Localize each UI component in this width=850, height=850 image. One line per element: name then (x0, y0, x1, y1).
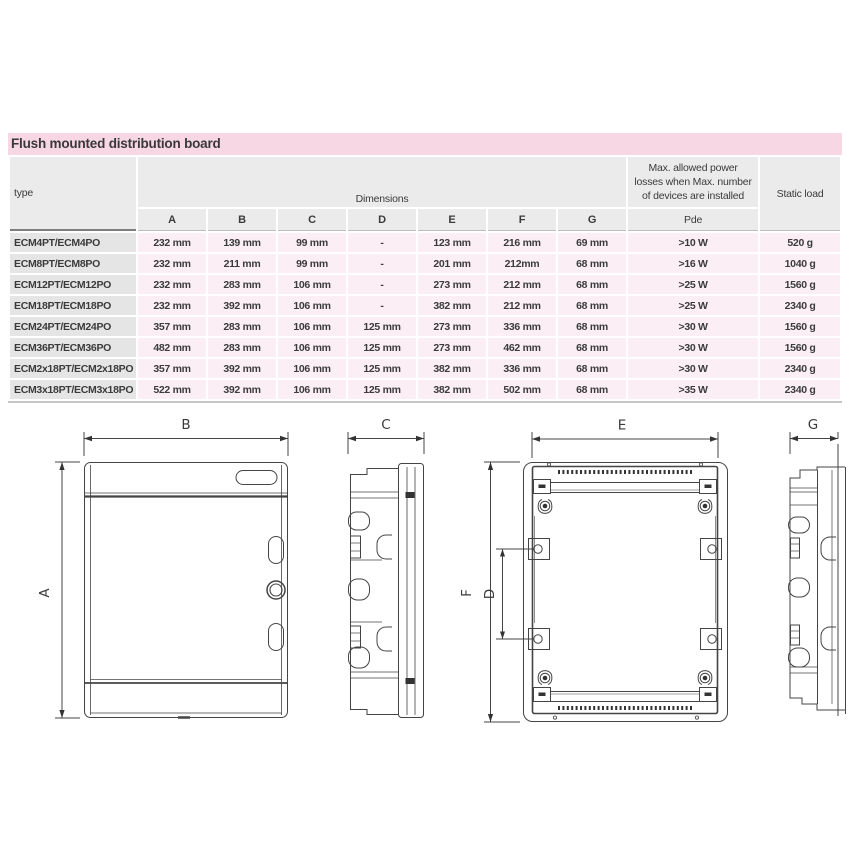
dim-g-cell: 68 mm (558, 254, 626, 273)
col-header-c: C (278, 209, 346, 231)
pde-cell: >25 W (628, 275, 758, 294)
dim-a-cell: 232 mm (138, 254, 206, 273)
dim-g-cell: 68 mm (558, 317, 626, 336)
dim-g-cell: 68 mm (558, 380, 626, 399)
dim-label-a: A (37, 588, 53, 598)
static-load-cell: 2340 g (760, 359, 840, 378)
rear-view-drawing (459, 418, 728, 723)
dim-label-g: G (807, 417, 819, 433)
dim-d-cell: 125 mm (348, 317, 416, 336)
static-load-cell: 1560 g (760, 338, 840, 357)
dim-g-cell: 68 mm (558, 359, 626, 378)
static-load-cell: 1040 g (760, 254, 840, 273)
dim-c-cell: 106 mm (278, 359, 346, 378)
dim-label-c: C (381, 417, 391, 433)
static-load-header: Static load (760, 157, 840, 231)
col-header-f: F (488, 209, 556, 231)
type-cell: ECM24PT/ECM24PO (10, 317, 136, 336)
type-column-header: type (10, 157, 136, 231)
dim-f-cell: 212 mm (488, 275, 556, 294)
dim-c-cell: 106 mm (278, 380, 346, 399)
dim-e-cell: 201 mm (418, 254, 486, 273)
dimensions-table-wrap (8, 155, 842, 403)
table-row (10, 380, 840, 399)
dim-d-cell: - (348, 254, 416, 273)
dim-f-cell: 336 mm (488, 359, 556, 378)
table-row (10, 359, 840, 378)
dim-f-cell: 212 mm (488, 296, 556, 315)
dim-label-f: F (459, 589, 475, 597)
dim-c-cell: 106 mm (278, 317, 346, 336)
dim-g-cell: 68 mm (558, 338, 626, 357)
side-view-c-drawing (348, 417, 424, 718)
dim-d-cell: - (348, 296, 416, 315)
pde-cell: >25 W (628, 296, 758, 315)
col-header-e: E (418, 209, 486, 231)
type-cell: ECM36PT/ECM36PO (10, 338, 136, 357)
type-cell: ECM2x18PT/ECM2x18PO (10, 359, 136, 378)
dim-b-cell: 392 mm (208, 296, 276, 315)
dim-a-cell: 232 mm (138, 296, 206, 315)
table-row (10, 338, 840, 357)
dim-e-cell: 382 mm (418, 359, 486, 378)
dim-g-cell: 69 mm (558, 233, 626, 252)
dim-e-cell: 382 mm (418, 296, 486, 315)
dim-f-cell: 336 mm (488, 317, 556, 336)
dim-e-cell: 382 mm (418, 380, 486, 399)
dim-f-cell: 212mm (488, 254, 556, 273)
dim-g-cell: 68 mm (558, 275, 626, 294)
dim-g-cell: 68 mm (558, 296, 626, 315)
col-header-d: D (348, 209, 416, 231)
dim-c-cell: 99 mm (278, 233, 346, 252)
type-cell: ECM12PT/ECM12PO (10, 275, 136, 294)
pde-cell: >16 W (628, 254, 758, 273)
side-view-g-drawing (789, 417, 846, 716)
table-row (10, 275, 840, 294)
dim-b-cell: 283 mm (208, 317, 276, 336)
dimensions-table (8, 155, 842, 401)
technical-drawings (0, 410, 850, 750)
dim-a-cell: 482 mm (138, 338, 206, 357)
dim-a-cell: 522 mm (138, 380, 206, 399)
dimensions-group-header: Dimensions (138, 157, 626, 207)
pde-header: Pde (628, 209, 758, 231)
dim-b-cell: 283 mm (208, 275, 276, 294)
dim-e-cell: 273 mm (418, 275, 486, 294)
pde-cell: >30 W (628, 359, 758, 378)
dim-d-cell: 125 mm (348, 338, 416, 357)
dim-label-b: B (181, 417, 191, 433)
static-load-cell: 1560 g (760, 275, 840, 294)
dim-c-cell: 99 mm (278, 254, 346, 273)
dim-d-cell: - (348, 275, 416, 294)
dim-a-cell: 232 mm (138, 275, 206, 294)
static-load-cell: 520 g (760, 233, 840, 252)
dim-b-cell: 283 mm (208, 338, 276, 357)
dim-d-cell: 125 mm (348, 380, 416, 399)
dim-d-cell: - (348, 233, 416, 252)
dim-e-cell: 123 mm (418, 233, 486, 252)
dim-e-cell: 273 mm (418, 338, 486, 357)
static-load-cell: 1560 g (760, 317, 840, 336)
dim-e-cell: 273 mm (418, 317, 486, 336)
dim-b-cell: 392 mm (208, 380, 276, 399)
dim-b-cell: 139 mm (208, 233, 276, 252)
col-header-a: A (138, 209, 206, 231)
dim-label-e: E (617, 417, 627, 434)
header-row-top (10, 157, 840, 207)
dim-c-cell: 106 mm (278, 296, 346, 315)
dim-f-cell: 502 mm (488, 380, 556, 399)
type-cell: ECM4PT/ECM4PO (10, 233, 136, 252)
table-body (10, 233, 840, 399)
dim-a-cell: 357 mm (138, 359, 206, 378)
pde-cell: >30 W (628, 317, 758, 336)
section-title: Flush mounted distribution board (8, 133, 842, 155)
dim-f-cell: 216 mm (488, 233, 556, 252)
table-row (10, 254, 840, 273)
dim-b-cell: 211 mm (208, 254, 276, 273)
dim-d-cell: 125 mm (348, 359, 416, 378)
col-header-g: G (558, 209, 626, 231)
dim-c-cell: 106 mm (278, 275, 346, 294)
front-view-drawing (37, 417, 288, 718)
dim-f-cell: 462 mm (488, 338, 556, 357)
dim-a-cell: 232 mm (138, 233, 206, 252)
pde-cell: >10 W (628, 233, 758, 252)
power-losses-header: Max. allowed power losses when Max. number of devices are installed (628, 157, 758, 207)
dim-label-d: D (482, 588, 498, 600)
pde-cell: >30 W (628, 338, 758, 357)
dim-a-cell: 357 mm (138, 317, 206, 336)
static-load-cell: 2340 g (760, 296, 840, 315)
type-cell: ECM18PT/ECM18PO (10, 296, 136, 315)
table-row (10, 296, 840, 315)
col-header-b: B (208, 209, 276, 231)
dim-c-cell: 106 mm (278, 338, 346, 357)
type-cell: ECM3x18PT/ECM3x18PO (10, 380, 136, 399)
type-cell: ECM8PT/ECM8PO (10, 254, 136, 273)
table-row (10, 317, 840, 336)
table-row (10, 233, 840, 252)
dim-b-cell: 392 mm (208, 359, 276, 378)
static-load-cell: 2340 g (760, 380, 840, 399)
pde-cell: >35 W (628, 380, 758, 399)
